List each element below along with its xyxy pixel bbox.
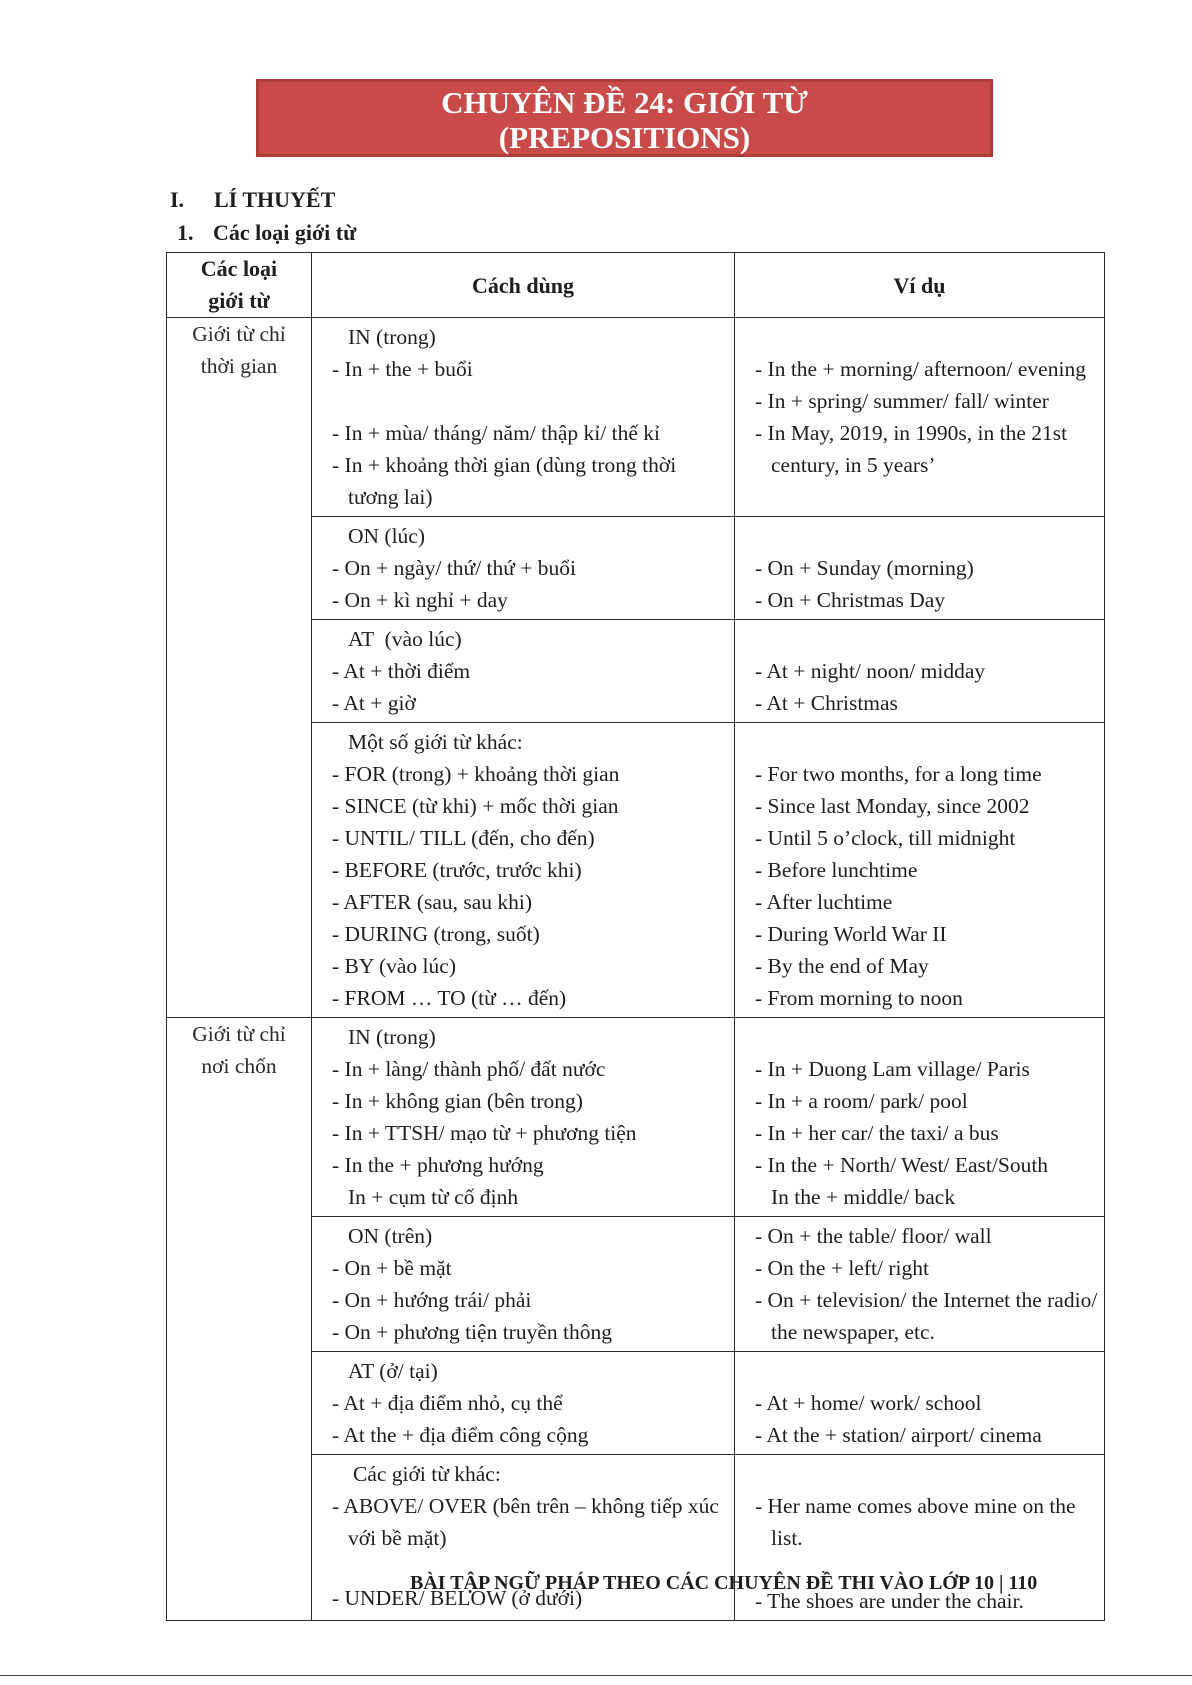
usage-line: - In + làng/ thành phố/ đất nước <box>332 1057 606 1081</box>
usage-line: - BEFORE (trước, trước khi) <box>332 858 582 882</box>
chapter-title-line1: CHUYÊN ĐỀ 24: GIỚI TỪ <box>441 85 808 120</box>
usage-cell <box>312 1352 735 1455</box>
usage-line: - FROM … TO (từ … đến) <box>332 986 567 1010</box>
example-line: - For two months, for a long time <box>755 762 1042 786</box>
usage-line: - In + khoảng thời gian (dùng trong thời tương lai) <box>332 453 677 509</box>
example-cell <box>735 517 1105 620</box>
example-line: - Before lunchtime <box>755 858 918 882</box>
example-line: - The shoes are under the chair. <box>755 1589 1024 1613</box>
table-row <box>167 318 1105 517</box>
usage-line: - In + không gian (bên trong) <box>332 1089 583 1113</box>
usage-cell <box>312 1217 735 1352</box>
chapter-title-line2: (PREPOSITIONS) <box>498 120 751 155</box>
usage-line: - In + the + buổi <box>332 357 473 381</box>
bottom-divider <box>0 1675 1192 1676</box>
example-line: - In + a room/ park/ pool <box>755 1089 968 1113</box>
usage-line: - On + kì nghỉ + day <box>332 588 508 612</box>
subsection-number: 1. <box>177 220 194 245</box>
usage-line: - SINCE (từ khi) + mốc thời gian <box>332 794 619 818</box>
example-line: - In the + morning/ afternoon/ evening <box>755 357 1086 381</box>
example-line: - On the + left/ right <box>755 1256 929 1280</box>
usage-line: - UNDER/ BELOW (ở dưới) <box>332 1586 583 1610</box>
section-number: I. <box>170 187 185 212</box>
header-usage: Cách dùng <box>312 253 735 318</box>
category-place <box>167 1018 312 1621</box>
example-line: - At + home/ work/ school <box>755 1391 982 1415</box>
usage-line: - In the + phương hướng <box>332 1153 544 1177</box>
header-category <box>167 253 312 318</box>
category-place-line2: nơi chốn <box>201 1054 277 1078</box>
usage-heading: AT (vào lúc) <box>348 627 462 651</box>
example-cell <box>735 1352 1105 1455</box>
example-cell <box>735 318 1105 517</box>
example-line: - In the + North/ West/ East/South <box>755 1153 1049 1177</box>
prepositions-table <box>166 252 1105 1621</box>
usage-cell <box>312 517 735 620</box>
usage-heading: Một số giới từ khác: <box>348 730 523 754</box>
usage-line: - BY (vào lúc) <box>332 954 456 978</box>
example-cell <box>735 1217 1105 1352</box>
usage-line: - In + TTSH/ mạo từ + phương tiện <box>332 1121 637 1145</box>
usage-line: - DURING (trong, suốt) <box>332 922 540 946</box>
usage-heading: AT (ở/ tại) <box>348 1359 438 1383</box>
usage-heading: IN (trong) <box>348 325 436 349</box>
chapter-title-banner <box>256 79 993 157</box>
example-line: - In + spring/ summer/ fall/ winter <box>755 389 1049 413</box>
example-cell <box>735 723 1105 1018</box>
usage-line: - At + giờ <box>332 691 416 715</box>
category-time <box>167 318 312 1018</box>
usage-line: - UNTIL/ TILL (đến, cho đến) <box>332 826 595 850</box>
usage-line: - FOR (trong) + khoảng thời gian <box>332 762 620 786</box>
category-time-line2: thời gian <box>200 354 278 378</box>
table-row <box>167 1018 1105 1217</box>
example-line: - On + Christmas Day <box>755 588 946 612</box>
category-place-line1: Giới từ chỉ <box>192 1022 286 1046</box>
example-line: - On + television/ the Internet the radio/ the newspaper, etc. <box>755 1288 1098 1344</box>
usage-line: - AFTER (sau, sau khi) <box>332 890 533 914</box>
usage-line: - In + mùa/ tháng/ năm/ thập kỉ/ thế kỉ <box>332 421 660 445</box>
example-line: - Until 5 o’clock, till midnight <box>755 826 1016 850</box>
usage-line: - At + địa điểm nhỏ, cụ thể <box>332 1391 563 1415</box>
example-line: - From morning to noon <box>755 986 963 1010</box>
page-footer: BÀI TẬP NGỮ PHÁP THEO CÁC CHUYÊN ĐỀ THI VÀO LỚP 10 | 110 <box>410 1572 1038 1594</box>
usage-line: - At + thời điểm <box>332 659 471 683</box>
usage-cell <box>312 1018 735 1217</box>
section-label: LÍ THUYẾT <box>214 187 336 212</box>
example-line: - At + night/ noon/ midday <box>755 659 986 683</box>
example-line: - By the end of May <box>755 954 929 978</box>
example-line: - After luchtime <box>755 890 893 914</box>
example-line: - On + the table/ floor/ wall <box>755 1224 992 1248</box>
usage-line: - On + phương tiện truyền thông <box>332 1320 612 1344</box>
usage-cell <box>312 1455 735 1621</box>
example-cell <box>735 1455 1105 1621</box>
usage-line: In + cụm từ cố định <box>348 1185 519 1209</box>
usage-heading: IN (trong) <box>348 1025 436 1049</box>
usage-line: - On + hướng trái/ phải <box>332 1288 532 1312</box>
usage-cell <box>312 318 735 517</box>
example-line: - At + Christmas <box>755 691 898 715</box>
usage-line: - On + bề mặt <box>332 1256 452 1280</box>
usage-line: - At the + địa điểm công cộng <box>332 1423 589 1447</box>
example-line: In the + middle/ back <box>771 1185 956 1209</box>
example-line: - During World War II <box>755 922 947 946</box>
example-line: - In May, 2019, in 1990s, in the 21st century, in 5 years’ <box>755 421 1068 477</box>
section-heading <box>170 187 335 213</box>
subsection-label: Các loại giới từ <box>213 220 357 245</box>
example-line: - Her name comes above mine on the list. <box>755 1494 1076 1550</box>
usage-heading: ON (trên) <box>348 1224 433 1248</box>
usage-cell <box>312 723 735 1018</box>
example-line: - On + Sunday (morning) <box>755 556 974 580</box>
usage-line: - ABOVE/ OVER (bên trên – không tiếp xúc với bề mặt) <box>332 1494 719 1550</box>
header-example: Ví dụ <box>735 253 1105 318</box>
header-category-line2: giới từ <box>208 288 270 313</box>
example-line: - Since last Monday, since 2002 <box>755 794 1030 818</box>
table-header-row <box>167 253 1105 318</box>
usage-heading: Các giới từ khác: <box>353 1462 501 1486</box>
usage-heading: ON (lúc) <box>348 524 426 548</box>
example-line: - In + Duong Lam village/ Paris <box>755 1057 1030 1081</box>
example-line: - At the + station/ airport/ cinema <box>755 1423 1042 1447</box>
example-cell <box>735 1018 1105 1217</box>
usage-line: - On + ngày/ thứ/ thứ + buổi <box>332 556 577 580</box>
usage-cell <box>312 620 735 723</box>
category-time-line1: Giới từ chỉ <box>192 322 286 346</box>
example-cell <box>735 620 1105 723</box>
subsection-heading <box>177 220 356 246</box>
example-line: - In + her car/ the taxi/ a bus <box>755 1121 999 1145</box>
header-category-line1: Các loại <box>200 256 278 281</box>
